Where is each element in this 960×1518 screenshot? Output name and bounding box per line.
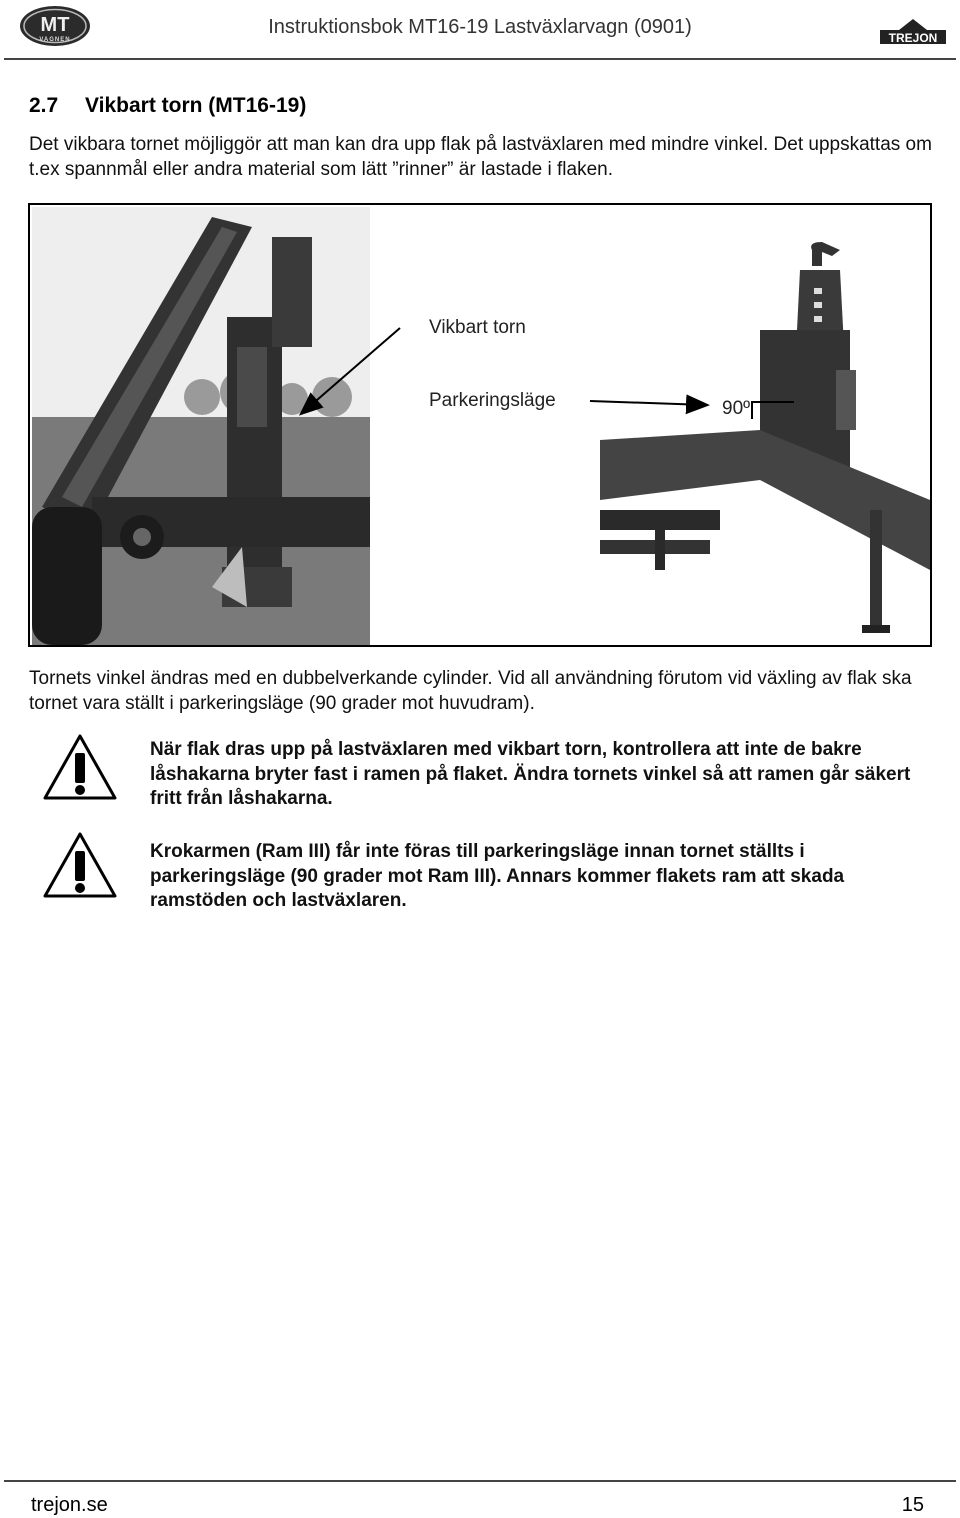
parking-arrow bbox=[590, 401, 706, 405]
mt-logo-text: MT bbox=[40, 14, 70, 36]
intro-paragraph: Det vikbara tornet möjliggör att man kan dra upp flak på lastväxlaren med mindre vinkel. Det uppskattas om t.ex spannmål eller andra material som lätt ”rinner” är lastade i flaken. bbox=[29, 134, 932, 180]
warning-text-hook-arm: Krokarmen (Ram III) får inte föras till parkeringsläge innan tornet ställts i parkeringsläge (90 grader mot Ram III). Annars kommer flakets ram att skada ramstöden och lastväxlaren. bbox=[150, 841, 845, 911]
header-divider bbox=[4, 58, 956, 60]
figure-arrows bbox=[30, 205, 932, 647]
label-parking-position: Parkeringsläge bbox=[429, 390, 556, 411]
mt-logo-sub: VAGNEN bbox=[39, 37, 71, 43]
angle-line bbox=[752, 402, 794, 419]
label-foldable-tower: Vikbart torn bbox=[429, 317, 526, 338]
warning-triangle-icon bbox=[42, 831, 118, 899]
section-number: 2.7 bbox=[29, 94, 59, 117]
warning-text-lock-hooks: När flak dras upp på lastväxlaren med vikbart torn, kontrollera att inte de bakre låshakarna bryter fast i ramen på flaket. Ändra tornets vinkel så att ramen går säkert fritt från låshakarna. bbox=[150, 739, 911, 809]
trejon-logo-text: TREJON bbox=[888, 31, 938, 45]
footer-divider bbox=[4, 1480, 956, 1482]
body-paragraph: Tornets vinkel ändras med en dubbelverkande cylinder. Vid all användning förutom vid växling av flak ska tornet vara ställt i parkeringsläge (90 grader mot huvudram). bbox=[29, 668, 912, 714]
tower-figure bbox=[28, 203, 932, 647]
warning-triangle-icon bbox=[42, 733, 118, 801]
document-title: Instruktionsbok MT16-19 Lastväxlarvagn (0901) bbox=[268, 16, 692, 38]
page-number: 15 bbox=[901, 1494, 924, 1516]
trejon-logo bbox=[878, 18, 948, 48]
section-heading bbox=[29, 94, 306, 118]
label-angle: 90º bbox=[722, 398, 751, 419]
tower-arrow bbox=[302, 328, 400, 413]
section-title: Vikbart torn (MT16-19) bbox=[85, 94, 307, 117]
footer-website: trejon.se bbox=[31, 1494, 108, 1516]
